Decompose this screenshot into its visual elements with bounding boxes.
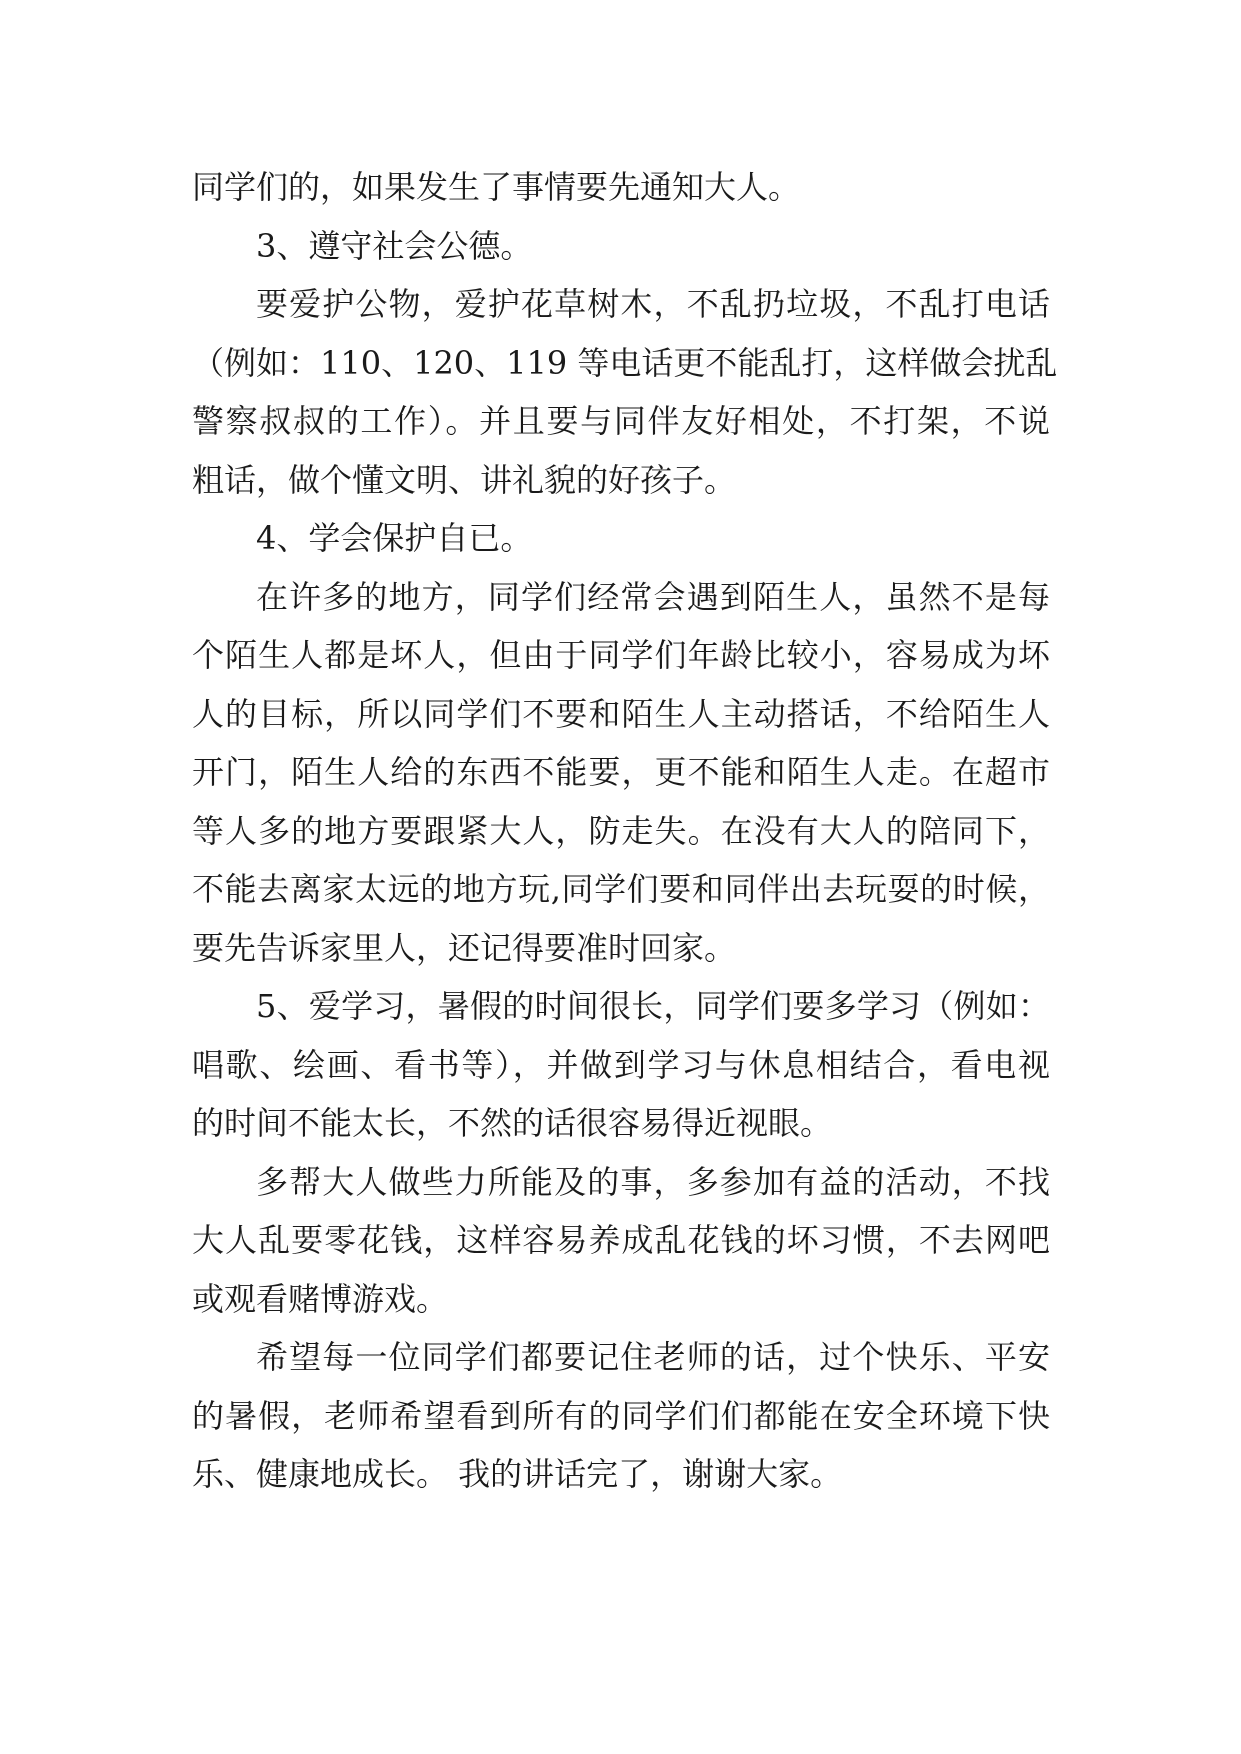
text-line: 要先告诉家里人，还记得要准时回家。 [192, 928, 737, 967]
text-line: 个陌生人都是坏人，但由于同学们年龄比较小，容易成为坏 [192, 636, 1050, 674]
text-line: 在许多的地方，同学们经常会遇到陌生人，虽然不是每 [256, 577, 1050, 616]
text-line: 要爱护公物，爱护花草树木，不乱扔垃圾，不乱打电话 [256, 285, 1050, 323]
text-line: （例如：110、120、119 等电话更不能乱打，这样做会扰乱 [192, 343, 1058, 382]
text-line: 粗话，做个懂文明、讲礼貌的好孩子。 [192, 460, 737, 499]
text-line: 唱歌、绘画、看书等），并做到学习与休息相结合，看电视 [192, 1045, 1050, 1084]
text-line: 大人乱要零花钱，这样容易养成乱花钱的坏习惯，不去网吧 [192, 1221, 1050, 1259]
text-line: 的暑假，老师希望看到所有的同学们们都能在安全环境下快 [192, 1396, 1050, 1435]
text-line: 人的目标，所以同学们不要和陌生人主动搭话，不给陌生人 [192, 694, 1050, 733]
text-line: 的时间不能太长，不然的话很容易得近视眼。 [192, 1104, 833, 1142]
text-line: 乐、健康地成长。 我的讲话完了，谢谢大家。 [192, 1455, 843, 1493]
text-line: 3、遵守社会公德。 [256, 226, 533, 265]
text-line: 不能去离家太远的地方玩,同学们要和同伴出去玩耍的时候， [192, 870, 1050, 908]
text-line: 警察叔叔的工作）。并且要与同伴友好相处，不打架，不说 [192, 402, 1050, 440]
text-line: 5、爱学习，暑假的时间很长，同学们要多学习（例如： [256, 987, 1050, 1025]
text-line: 多帮大人做些力所能及的事，多参加有益的活动，不找 [256, 1162, 1050, 1201]
text-line: 等人多的地方要跟紧大人，防走失。在没有大人的陪同下， [192, 811, 1050, 850]
document-body [192, 158, 1058, 1504]
text-line: 开门，陌生人给的东西不能要，更不能和陌生人走。在超市 [192, 753, 1050, 791]
text-line: 4、学会保护自已。 [256, 519, 533, 557]
text-line: 或观看赌博游戏。 [192, 1279, 449, 1318]
text-line: 希望每一位同学们都要记住老师的话，过个快乐、平安 [256, 1338, 1050, 1376]
text-line: 同学们的，如果发生了事情要先通知大人。 [192, 168, 801, 206]
